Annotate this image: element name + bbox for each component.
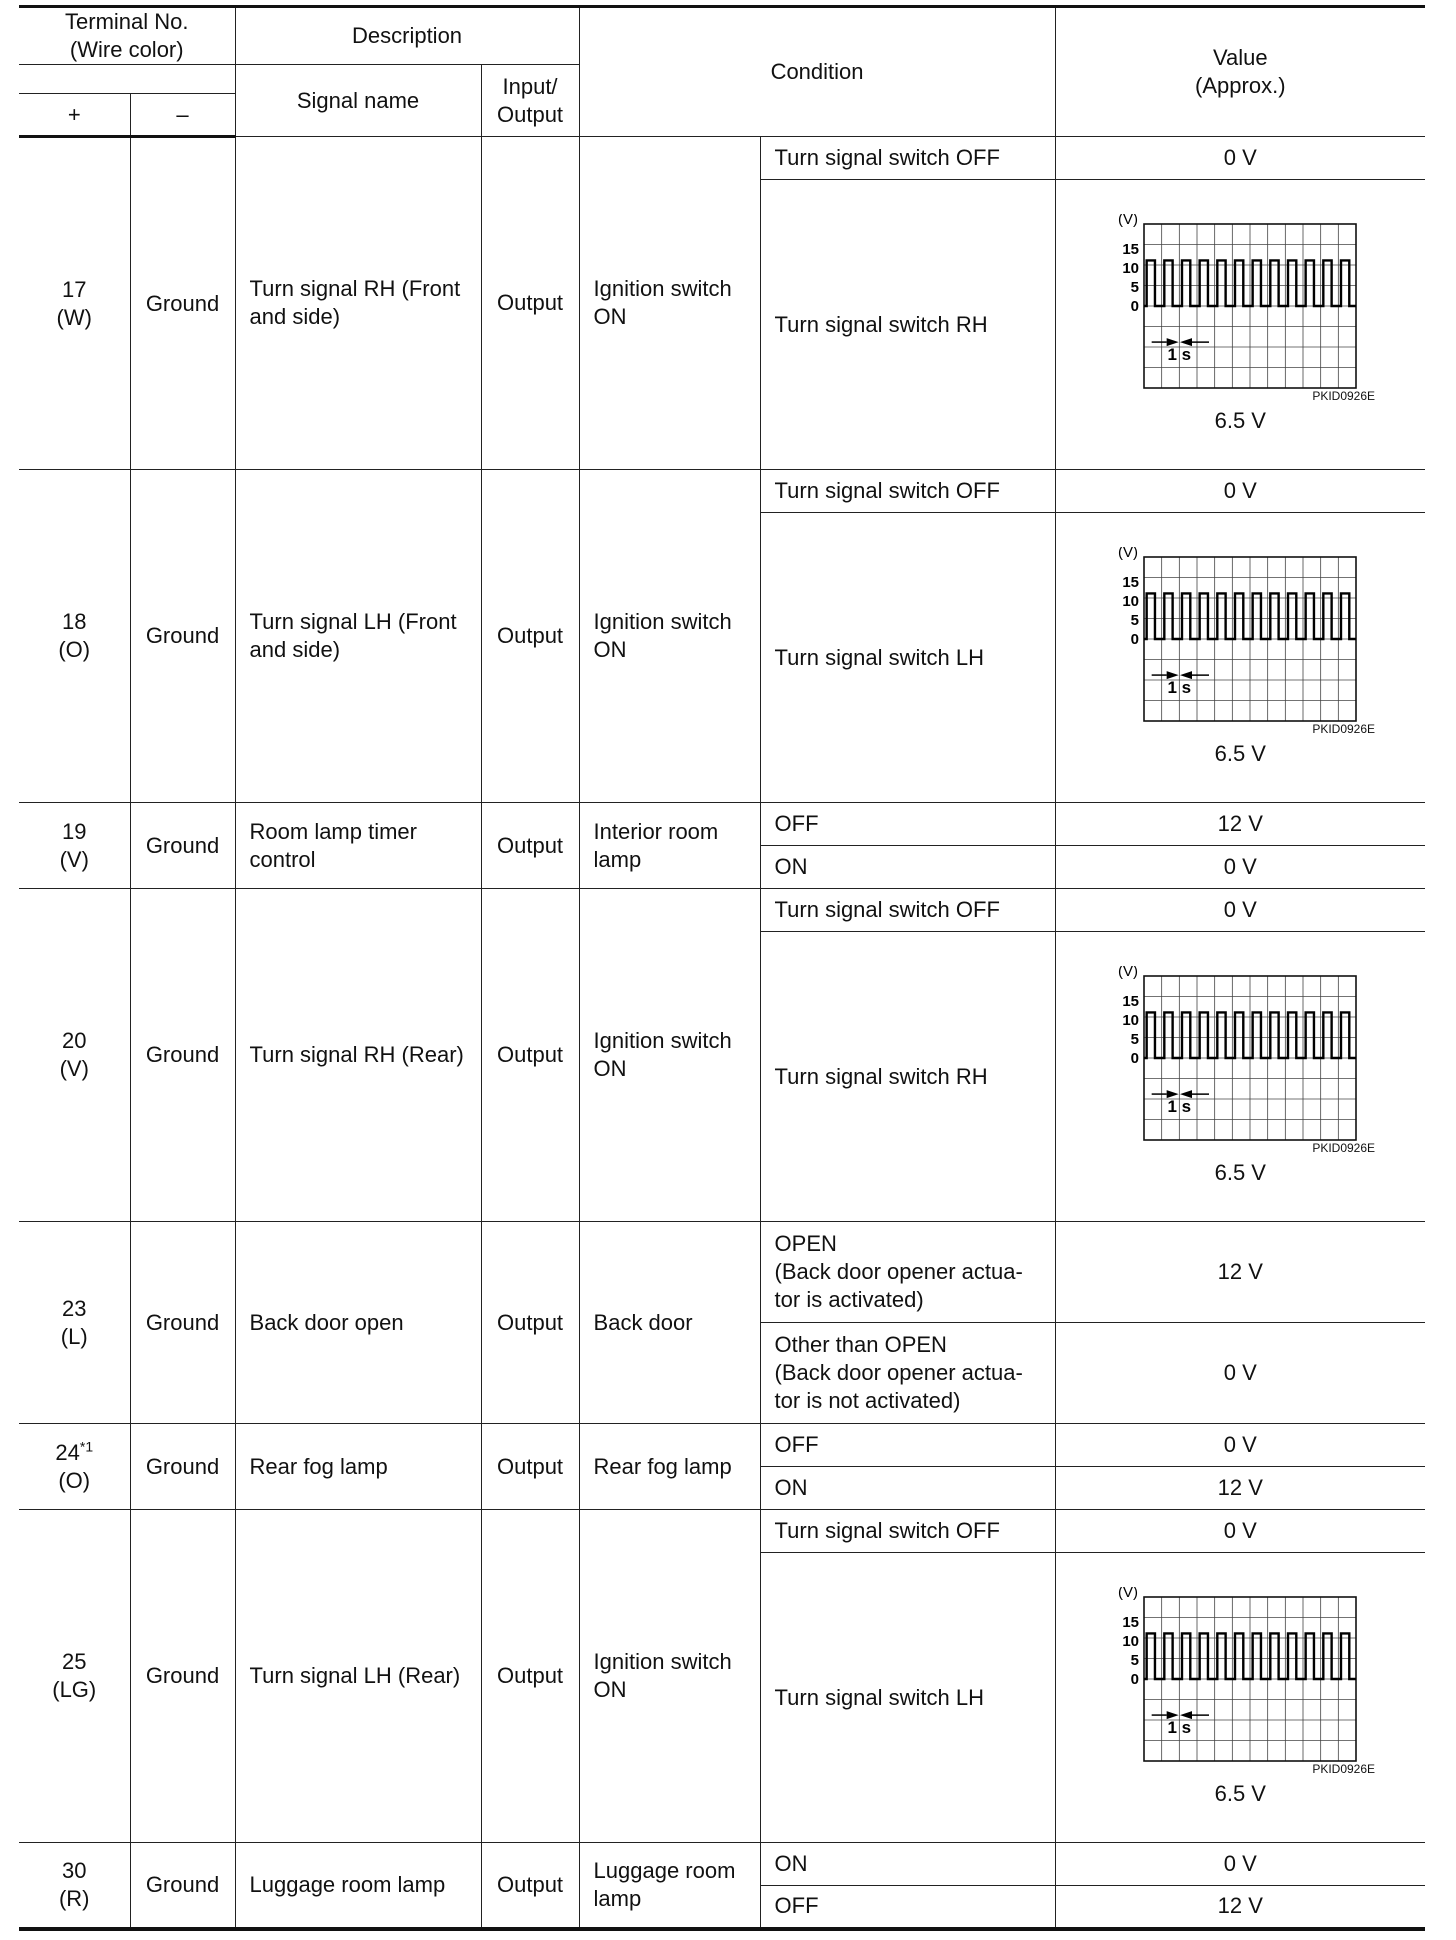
value-cell <box>1055 803 1425 846</box>
sub-condition-text: OPEN <box>774 1231 837 1256</box>
waveform-figure <box>1056 214 1426 435</box>
y-tick-label: 10 <box>1122 260 1140 277</box>
condition-cell <box>579 889 760 1222</box>
terminal-cell <box>19 1222 130 1424</box>
unit-label: (V) <box>1118 214 1139 228</box>
value-cell <box>1055 1467 1425 1510</box>
description-header: Description <box>235 7 579 65</box>
value-text: 6.5 V <box>1214 408 1266 433</box>
wire-color: (W) <box>56 304 92 330</box>
sub-condition-text: Turn signal switch OFF <box>774 145 1000 170</box>
value-cell <box>1055 1323 1425 1424</box>
value-text: 6.5 V <box>1214 1160 1266 1185</box>
sub-condition-text: OFF <box>774 1432 819 1457</box>
figure-id: PKID0926E <box>1312 722 1376 736</box>
terminal-number: 23 <box>62 1295 87 1321</box>
sub-condition-text: tor is not activated) <box>774 1388 961 1413</box>
condition-line: Ignition switch <box>593 1649 732 1674</box>
condition-header: Condition <box>579 7 1055 137</box>
waveform-chart <box>1110 214 1370 389</box>
value-label: Value <box>1212 45 1268 70</box>
approx-label: (Approx.) <box>1195 73 1286 98</box>
ground-cell: Ground <box>130 1510 235 1843</box>
figure-id: PKID0926E <box>1312 1141 1376 1155</box>
sub-condition-cell <box>760 803 1055 846</box>
value-text: 12 V <box>1217 1475 1263 1500</box>
signal-name-cell <box>235 889 481 1222</box>
sub-condition-cell <box>760 846 1055 889</box>
terminal-number: 30 <box>62 1857 87 1883</box>
signal-name-header: Signal name <box>235 65 481 137</box>
ground-cell: Ground <box>130 1222 235 1424</box>
y-tick-label: 10 <box>1122 1012 1140 1029</box>
signal-name-cell <box>235 1222 481 1424</box>
terminal-number: 17 <box>62 276 87 302</box>
y-tick-label: 0 <box>1130 1050 1140 1067</box>
minus-header: – <box>130 94 235 137</box>
table-row <box>19 889 1425 932</box>
io-cell: Output <box>481 1424 579 1510</box>
sub-condition-cell <box>760 470 1055 513</box>
value-cell <box>1055 1553 1425 1843</box>
y-tick-label: 15 <box>1122 241 1140 258</box>
condition-cell <box>579 470 760 803</box>
signal-name-line: control <box>249 846 316 872</box>
condition-line: Rear fog lamp <box>593 1453 732 1479</box>
signal-name-cell <box>235 1510 481 1843</box>
sub-condition-cell <box>760 513 1055 803</box>
value-cell <box>1055 1424 1425 1467</box>
condition-line: Ignition switch <box>593 609 732 634</box>
y-tick-label: 10 <box>1122 1633 1140 1650</box>
y-tick-label: 15 <box>1122 993 1140 1010</box>
sub-condition-cell <box>760 1553 1055 1843</box>
wire-color: (LG) <box>52 1677 97 1702</box>
condition-line: lamp <box>593 846 642 872</box>
value-cell <box>1055 1886 1425 1929</box>
value-text: 0 V <box>1223 1851 1257 1876</box>
wire-color: (V) <box>59 846 89 872</box>
sub-condition-text: Turn signal switch LH <box>774 644 985 670</box>
value-text: 0 V <box>1223 1518 1257 1543</box>
io-cell: Output <box>481 1510 579 1843</box>
signal-name-line: Luggage room lamp <box>249 1871 446 1897</box>
value-cell <box>1055 137 1425 180</box>
terminal-number: 24$^{*1}$ <box>55 1438 94 1465</box>
sub-condition-text: (Back door opener actua- <box>774 1259 1023 1284</box>
signal-name-cell <box>235 137 481 470</box>
sub-condition-text: Turn signal switch OFF <box>774 1518 1000 1543</box>
table-row <box>19 1843 1425 1886</box>
io-cell: Output <box>481 470 579 803</box>
signal-name-line: Back door open <box>249 1309 404 1335</box>
terminal-cell <box>19 1424 130 1510</box>
time-scale-label: 1 s <box>1167 1097 1192 1117</box>
sub-condition-text: ON <box>774 1475 808 1500</box>
signal-name-cell <box>235 1843 481 1929</box>
terminal-no-header <box>19 7 235 65</box>
y-tick-label: 15 <box>1122 1614 1140 1631</box>
value-text: 0 V <box>1223 897 1257 922</box>
value-cell <box>1055 470 1425 513</box>
y-tick-label: 0 <box>1130 631 1140 648</box>
terminal-cell <box>19 470 130 803</box>
wire-color: (L) <box>60 1323 88 1349</box>
condition-line: ON <box>593 637 627 662</box>
time-scale-label: 1 s <box>1167 1718 1192 1738</box>
unit-label: (V) <box>1118 1587 1139 1601</box>
waveform-chart <box>1110 966 1370 1141</box>
condition-line: Interior room <box>593 818 719 844</box>
sub-condition-cell <box>760 1222 1055 1323</box>
ground-cell: Ground <box>130 1843 235 1929</box>
condition-line: ON <box>593 1056 627 1081</box>
value-text: 0 V <box>1223 854 1257 879</box>
terminal-number: 19 <box>62 818 87 844</box>
value-cell <box>1055 846 1425 889</box>
terminal-spec-table <box>19 5 1425 1931</box>
terminal-number: 20 <box>62 1028 87 1053</box>
signal-name-line: Turn signal LH (Rear) <box>249 1663 461 1688</box>
io-cell: Output <box>481 1222 579 1424</box>
table-header <box>19 7 1425 137</box>
wire-color: (R) <box>58 1885 90 1911</box>
signal-name-line: Turn signal RH (Rear) <box>249 1042 464 1067</box>
value-text: 0 V <box>1223 1360 1257 1385</box>
ground-cell: Ground <box>130 803 235 889</box>
wire-color-label: (Wire color) <box>69 37 184 62</box>
sub-condition-text: Turn signal switch OFF <box>774 897 1000 922</box>
sub-condition-text: OFF <box>774 1893 819 1919</box>
sub-condition-text: ON <box>774 1851 808 1876</box>
waveform-figure <box>1056 966 1426 1187</box>
value-text: 0 V <box>1223 478 1257 503</box>
input-label: Input/ <box>502 73 558 99</box>
condition-cell <box>579 1843 760 1929</box>
condition-line: lamp <box>593 1885 642 1911</box>
signal-name-line: Turn signal LH (Front <box>249 609 457 634</box>
waveform-figure <box>1056 547 1426 768</box>
ground-cell: Ground <box>130 470 235 803</box>
ground-cell: Ground <box>130 137 235 470</box>
y-tick-label: 5 <box>1130 1652 1140 1669</box>
signal-name-cell <box>235 803 481 889</box>
value-cell <box>1055 1222 1425 1323</box>
footnote-mark: *1 <box>79 1438 94 1455</box>
sub-condition-cell <box>760 1424 1055 1467</box>
y-tick-label: 5 <box>1130 279 1140 296</box>
figure-id: PKID0926E <box>1312 389 1376 403</box>
signal-name-line: Room lamp timer <box>249 818 417 844</box>
condition-line: Ignition switch <box>593 1028 732 1053</box>
waveform-figure <box>1056 1587 1426 1808</box>
value-text: 6.5 V <box>1214 741 1266 766</box>
figure-id: PKID0926E <box>1312 1762 1376 1776</box>
condition-cell <box>579 1424 760 1510</box>
sub-condition-cell <box>760 137 1055 180</box>
y-tick-label: 10 <box>1122 593 1140 610</box>
sub-condition-text: (Back door opener actua- <box>774 1360 1023 1385</box>
terminal-number: 25 <box>62 1649 87 1674</box>
sub-condition-cell <box>760 1510 1055 1553</box>
ground-cell: Ground <box>130 889 235 1222</box>
value-cell <box>1055 1843 1425 1886</box>
table-row <box>19 803 1425 846</box>
condition-cell <box>579 1222 760 1424</box>
sub-condition-text: OFF <box>774 811 819 836</box>
signal-name-line: and side) <box>249 304 341 329</box>
y-tick-label: 0 <box>1130 298 1140 315</box>
sub-condition-cell <box>760 1323 1055 1424</box>
plus-header: + <box>19 94 130 137</box>
wire-color: (V) <box>59 1056 89 1081</box>
wire-color: (O) <box>58 637 91 662</box>
sub-condition-text: Turn signal switch RH <box>774 1063 988 1089</box>
table-row <box>19 1424 1425 1467</box>
value-cell <box>1055 180 1425 470</box>
value-cell <box>1055 513 1425 803</box>
terminal-cell <box>19 803 130 889</box>
value-header <box>1055 7 1425 137</box>
value-cell <box>1055 1510 1425 1553</box>
sub-condition-text: ON <box>774 854 808 879</box>
signal-name-line: and side) <box>249 637 341 662</box>
terminal-spacer <box>19 65 235 94</box>
output-label: Output <box>497 101 564 127</box>
sub-condition-text: tor is activated) <box>774 1287 924 1312</box>
value-text: 12 V <box>1217 1259 1263 1284</box>
value-text: 0 V <box>1223 145 1257 170</box>
y-tick-label: 5 <box>1130 1031 1140 1048</box>
signal-name-cell <box>235 470 481 803</box>
condition-line: Luggage room <box>593 1857 736 1883</box>
unit-label: (V) <box>1118 547 1139 561</box>
condition-cell <box>579 137 760 470</box>
signal-name-line: Rear fog lamp <box>249 1453 388 1479</box>
signal-name-line: Turn signal RH (Front <box>249 276 461 301</box>
condition-line: Back door <box>593 1309 693 1335</box>
terminal-cell <box>19 889 130 1222</box>
sub-condition-cell <box>760 180 1055 470</box>
terminal-cell <box>19 1843 130 1929</box>
sub-condition-cell <box>760 1843 1055 1886</box>
sub-condition-cell <box>760 1886 1055 1929</box>
table-row <box>19 1222 1425 1323</box>
io-cell: Output <box>481 803 579 889</box>
y-tick-label: 15 <box>1122 574 1140 591</box>
value-text: 0 V <box>1223 1432 1257 1457</box>
value-cell <box>1055 889 1425 932</box>
table-row <box>19 470 1425 513</box>
sub-condition-cell <box>760 1467 1055 1510</box>
waveform-chart <box>1110 547 1370 722</box>
y-tick-label: 0 <box>1130 1671 1140 1688</box>
time-scale-label: 1 s <box>1167 678 1192 698</box>
table-row <box>19 137 1425 180</box>
io-cell: Output <box>481 1843 579 1929</box>
condition-cell <box>579 803 760 889</box>
value-cell <box>1055 932 1425 1222</box>
terminal-cell <box>19 137 130 470</box>
table-row <box>19 1510 1425 1553</box>
value-text: 12 V <box>1217 1893 1263 1919</box>
condition-line: Ignition switch <box>593 276 732 301</box>
ground-cell: Ground <box>130 1424 235 1510</box>
terminal-cell <box>19 1510 130 1843</box>
sub-condition-text: Turn signal switch OFF <box>774 478 1000 503</box>
terminal-no-label: Terminal No. <box>65 9 189 34</box>
table-body <box>19 137 1425 1929</box>
condition-line: ON <box>593 1677 627 1702</box>
sub-condition-text: Turn signal switch LH <box>774 1684 985 1710</box>
io-cell: Output <box>481 137 579 470</box>
value-text: 12 V <box>1217 811 1263 836</box>
condition-line: ON <box>593 304 627 329</box>
sub-condition-text: Turn signal switch RH <box>774 311 988 337</box>
terminal-number: 18 <box>62 609 87 634</box>
condition-cell <box>579 1510 760 1843</box>
signal-name-cell <box>235 1424 481 1510</box>
time-scale-label: 1 s <box>1167 345 1192 365</box>
sub-condition-cell <box>760 932 1055 1222</box>
sub-condition-cell <box>760 889 1055 932</box>
y-tick-label: 5 <box>1130 612 1140 629</box>
value-text: 6.5 V <box>1214 1781 1266 1806</box>
waveform-chart <box>1110 1587 1370 1762</box>
wire-color: (O) <box>58 1467 91 1493</box>
sub-condition-text: Other than OPEN <box>774 1332 947 1357</box>
unit-label: (V) <box>1118 966 1139 980</box>
io-header <box>481 65 579 137</box>
io-cell: Output <box>481 889 579 1222</box>
